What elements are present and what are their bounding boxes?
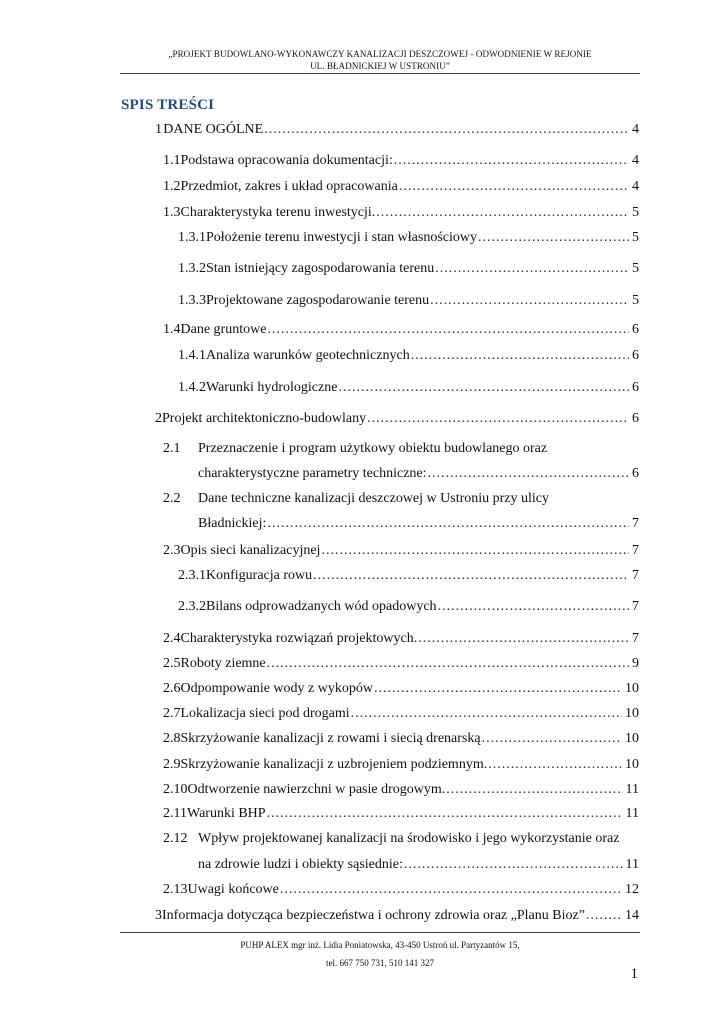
running-header [120,48,640,72]
toc-entry-page: 4 [632,153,639,168]
toc-entry-page: 10 [625,731,639,746]
toc-entry[interactable] [163,806,639,822]
dot-leader [586,908,622,924]
toc-entry-page: 7 [632,599,639,614]
toc-entry-page: 7 [632,516,639,531]
toc-entry[interactable] [163,322,639,338]
toc-entry-title-line1: Dane techniczne kanalizacji deszczowej w Ustroniu przy ulicy [198,491,550,506]
toc-entry-title-line1: Wpływ projektowanej kanalizacji na środowisko i jego wykorzystanie oraz [198,831,620,846]
toc-entry-title: Konfiguracja rowu [206,568,313,583]
toc-entry-title: Bładnickiej: [198,516,267,531]
dot-leader [482,731,622,747]
toc-entry-title: Dane gruntowe [180,322,267,337]
toc-entry-page: 10 [625,757,639,772]
toc-entry-title: Skrzyżowanie kanalizacji z uzbrojeniem podziemnym. [180,757,488,772]
toc-entry-title: Skrzyżowanie kanalizacji z rowami i siecią drenarską [180,731,481,746]
toc-entry-number: 2.7 [163,706,181,721]
toc-entry-title: Warunki hydrologiczne [206,380,338,395]
toc-entry[interactable] [178,230,639,246]
toc-entry-first-line [163,491,549,507]
footer-line-2: tel. 667 750 731, 510 141 327 [326,958,434,968]
toc-entry-number: 2.1 [163,441,181,456]
toc-entry-number: 2.3.2 [178,599,206,614]
toc-entry-title: Informacja dotycząca bezpieczeństwa i ochrony zdrowia oraz „Planu Bioz” [162,908,585,923]
toc-entry[interactable] [178,348,639,364]
dot-leader [435,261,629,277]
dot-leader [399,179,629,195]
page-number: 1 [630,966,638,982]
dot-leader [338,380,629,396]
toc-entry-title: Odpompowanie wody z wykopów [180,681,373,696]
dot-leader [478,230,629,246]
toc-entry-title: charakterystyczne parametry techniczne: [198,466,427,481]
toc-entry-page: 5 [632,205,639,220]
toc-entry-page: 5 [632,230,639,245]
toc-entry-number: 1.1 [163,153,181,168]
toc-entry-title: Roboty ziemne [180,656,266,671]
toc-entry-title: DANE OGÓLNE [163,122,264,137]
dot-leader [313,568,629,584]
toc-entry-page: 6 [632,466,639,481]
toc-entry[interactable] [198,857,639,873]
toc-entry-title: Lokalizacja sieci pod drogami [180,706,350,721]
toc-entry-page: 11 [625,857,639,872]
dot-leader [488,757,622,773]
toc-entry-page: 6 [632,322,639,337]
toc-entry-title: na zdrowie ludzi i obiekty sąsiednie: [198,857,403,872]
toc-entry-number: 2.3 [163,543,181,558]
toc-entry[interactable] [163,543,639,559]
toc-entry-number: 2.3.1 [178,568,206,583]
toc-entry-title-line1: Przeznaczenie i program użytkowy obiektu budowlanego oraz [198,441,548,456]
toc-entry-page: 9 [632,656,639,671]
toc-entry[interactable] [163,153,639,169]
dot-leader [321,543,629,559]
toc-entry[interactable] [163,731,639,747]
toc-entry-number: 1.4.2 [178,380,206,395]
toc-entry-number: 2.11 [163,806,187,821]
toc-entry-title: Stan istniejący zagospodarowania terenu [206,261,435,276]
toc-entry-number: 1.3.2 [178,261,206,276]
toc-entry-number: 1 [155,122,162,137]
toc-entry[interactable] [178,380,639,396]
dot-leader [394,153,629,169]
dot-leader [428,466,629,482]
dot-leader [267,806,623,822]
toc-entry-page: 5 [632,293,639,308]
running-footer [120,936,640,972]
toc-entry-number: 1.3 [163,205,181,220]
toc-entry-title: Projektowane zagospodarowanie terenu [206,293,430,308]
footer-line-1: PUHP ALEX mgr inż. Lidia Poniatowska, 43-450 Ustroń ul. Partyzantów 15, [240,940,520,950]
toc-entry-number: 2.13 [163,882,188,897]
toc-entry-number: 1.3.1 [178,230,206,245]
toc-entry-number: 1.4 [163,322,181,337]
toc-entry-page: 7 [632,631,639,646]
toc-entry-page: 14 [625,908,639,923]
toc-entry-title: Warunki BHP [186,806,266,821]
toc-entry-title: Projekt architektoniczno-budowlany [162,411,367,426]
toc-entry[interactable] [155,411,639,427]
toc-entry[interactable] [178,599,639,615]
toc-entry-page: 11 [625,806,639,821]
toc-entry-number: 2.12 [163,831,188,846]
toc-entry-number: 1.3.3 [178,293,206,308]
toc-entry-title: Położenie terenu inwestycji i stan własnościowy [206,230,477,245]
dot-leader [438,599,629,615]
toc-entry[interactable] [155,122,639,138]
header-line-1: „PROJEKT BUDOWLANO-WYKONAWCZY KANALIZACJI DESZCZOWEJ - ODWODNIENIE W REJONIE [168,49,592,59]
toc-entry-first-line [163,831,619,847]
toc-entry-page: 4 [632,122,639,137]
toc-entry-page: 4 [632,179,639,194]
dot-leader [418,631,629,647]
toc-entry[interactable] [163,205,639,221]
dot-leader [267,516,629,532]
toc-entry-number: 2.4 [163,631,181,646]
toc-entry[interactable] [163,782,639,798]
toc-title: SPIS TREŚCI [121,97,215,113]
toc-entry-page: 6 [632,411,639,426]
dot-leader [430,293,629,309]
toc-entry-number: 1.2 [163,179,181,194]
toc-entry-number: 2.8 [163,731,181,746]
toc-entry[interactable] [163,631,639,647]
footer-rule [120,932,640,933]
toc-entry-title: Analiza warunków geotechnicznych [206,348,410,363]
header-line-2: UL. BŁADNICKIEJ W USTRONIU” [310,61,450,71]
dot-leader [267,656,629,672]
toc-entry-number: 2.10 [163,782,188,797]
toc-entry[interactable] [178,568,639,584]
toc-entry-first-line [163,441,547,457]
toc-entry-number: 2.2 [163,491,181,506]
toc-entry-page: 11 [625,782,639,797]
dot-leader [267,322,629,338]
dot-leader [264,122,629,138]
toc-entry-title: Opis sieci kanalizacyjnej [180,543,321,558]
toc-entry-page: 7 [632,568,639,583]
toc-entry-page: 6 [632,348,639,363]
dot-leader [411,348,629,364]
toc-entry-number: 1.4.1 [178,348,206,363]
toc-entry-title: Charakterystyka rozwiązań projektowych. [180,631,418,646]
toc-entry-page: 12 [625,882,639,897]
dot-leader [376,205,629,221]
dot-leader [446,782,622,798]
toc-entry[interactable] [163,681,639,697]
toc-entry-page: 5 [632,261,639,276]
toc-entry-number: 3 [155,908,162,923]
dot-leader [404,857,623,873]
dot-leader [280,882,622,898]
header-rule [120,73,640,74]
toc-entry-title: Uwagi końcowe [187,882,279,897]
toc-entry[interactable] [163,706,639,722]
toc-entry-title: Charakterystyka terenu inwestycji. [180,205,376,220]
toc-entry[interactable] [163,179,639,195]
toc-entry-number: 2 [155,411,162,426]
toc-entry[interactable] [163,757,639,773]
toc-entry-title: Podstawa opracowania dokumentacji: [180,153,393,168]
toc-entry-number: 2.6 [163,681,181,696]
toc-entry[interactable] [178,261,639,277]
toc-entry-number: 2.9 [163,757,181,772]
toc-entry[interactable] [163,656,639,672]
dot-leader [374,681,622,697]
toc-entry-page: 7 [632,543,639,558]
toc-entry-number: 2.5 [163,656,181,671]
toc-entry[interactable] [178,293,639,309]
toc-entry[interactable] [155,908,639,924]
toc-entry[interactable] [198,516,639,532]
toc-entry-page: 6 [632,380,639,395]
toc-entry-title: Bilans odprowadzanych wód opadowych [206,599,437,614]
toc-entry-title: Przedmiot, zakres i układ opracowania [180,179,398,194]
toc-entry[interactable] [198,466,639,482]
toc-entry-title: Odtworzenie nawierzchni w pasie drogowym. [187,782,446,797]
toc-entry-page: 10 [625,681,639,696]
toc-entry-page: 10 [625,706,639,721]
toc-entry[interactable] [163,882,639,898]
dot-leader [351,706,622,722]
dot-leader [367,411,629,427]
